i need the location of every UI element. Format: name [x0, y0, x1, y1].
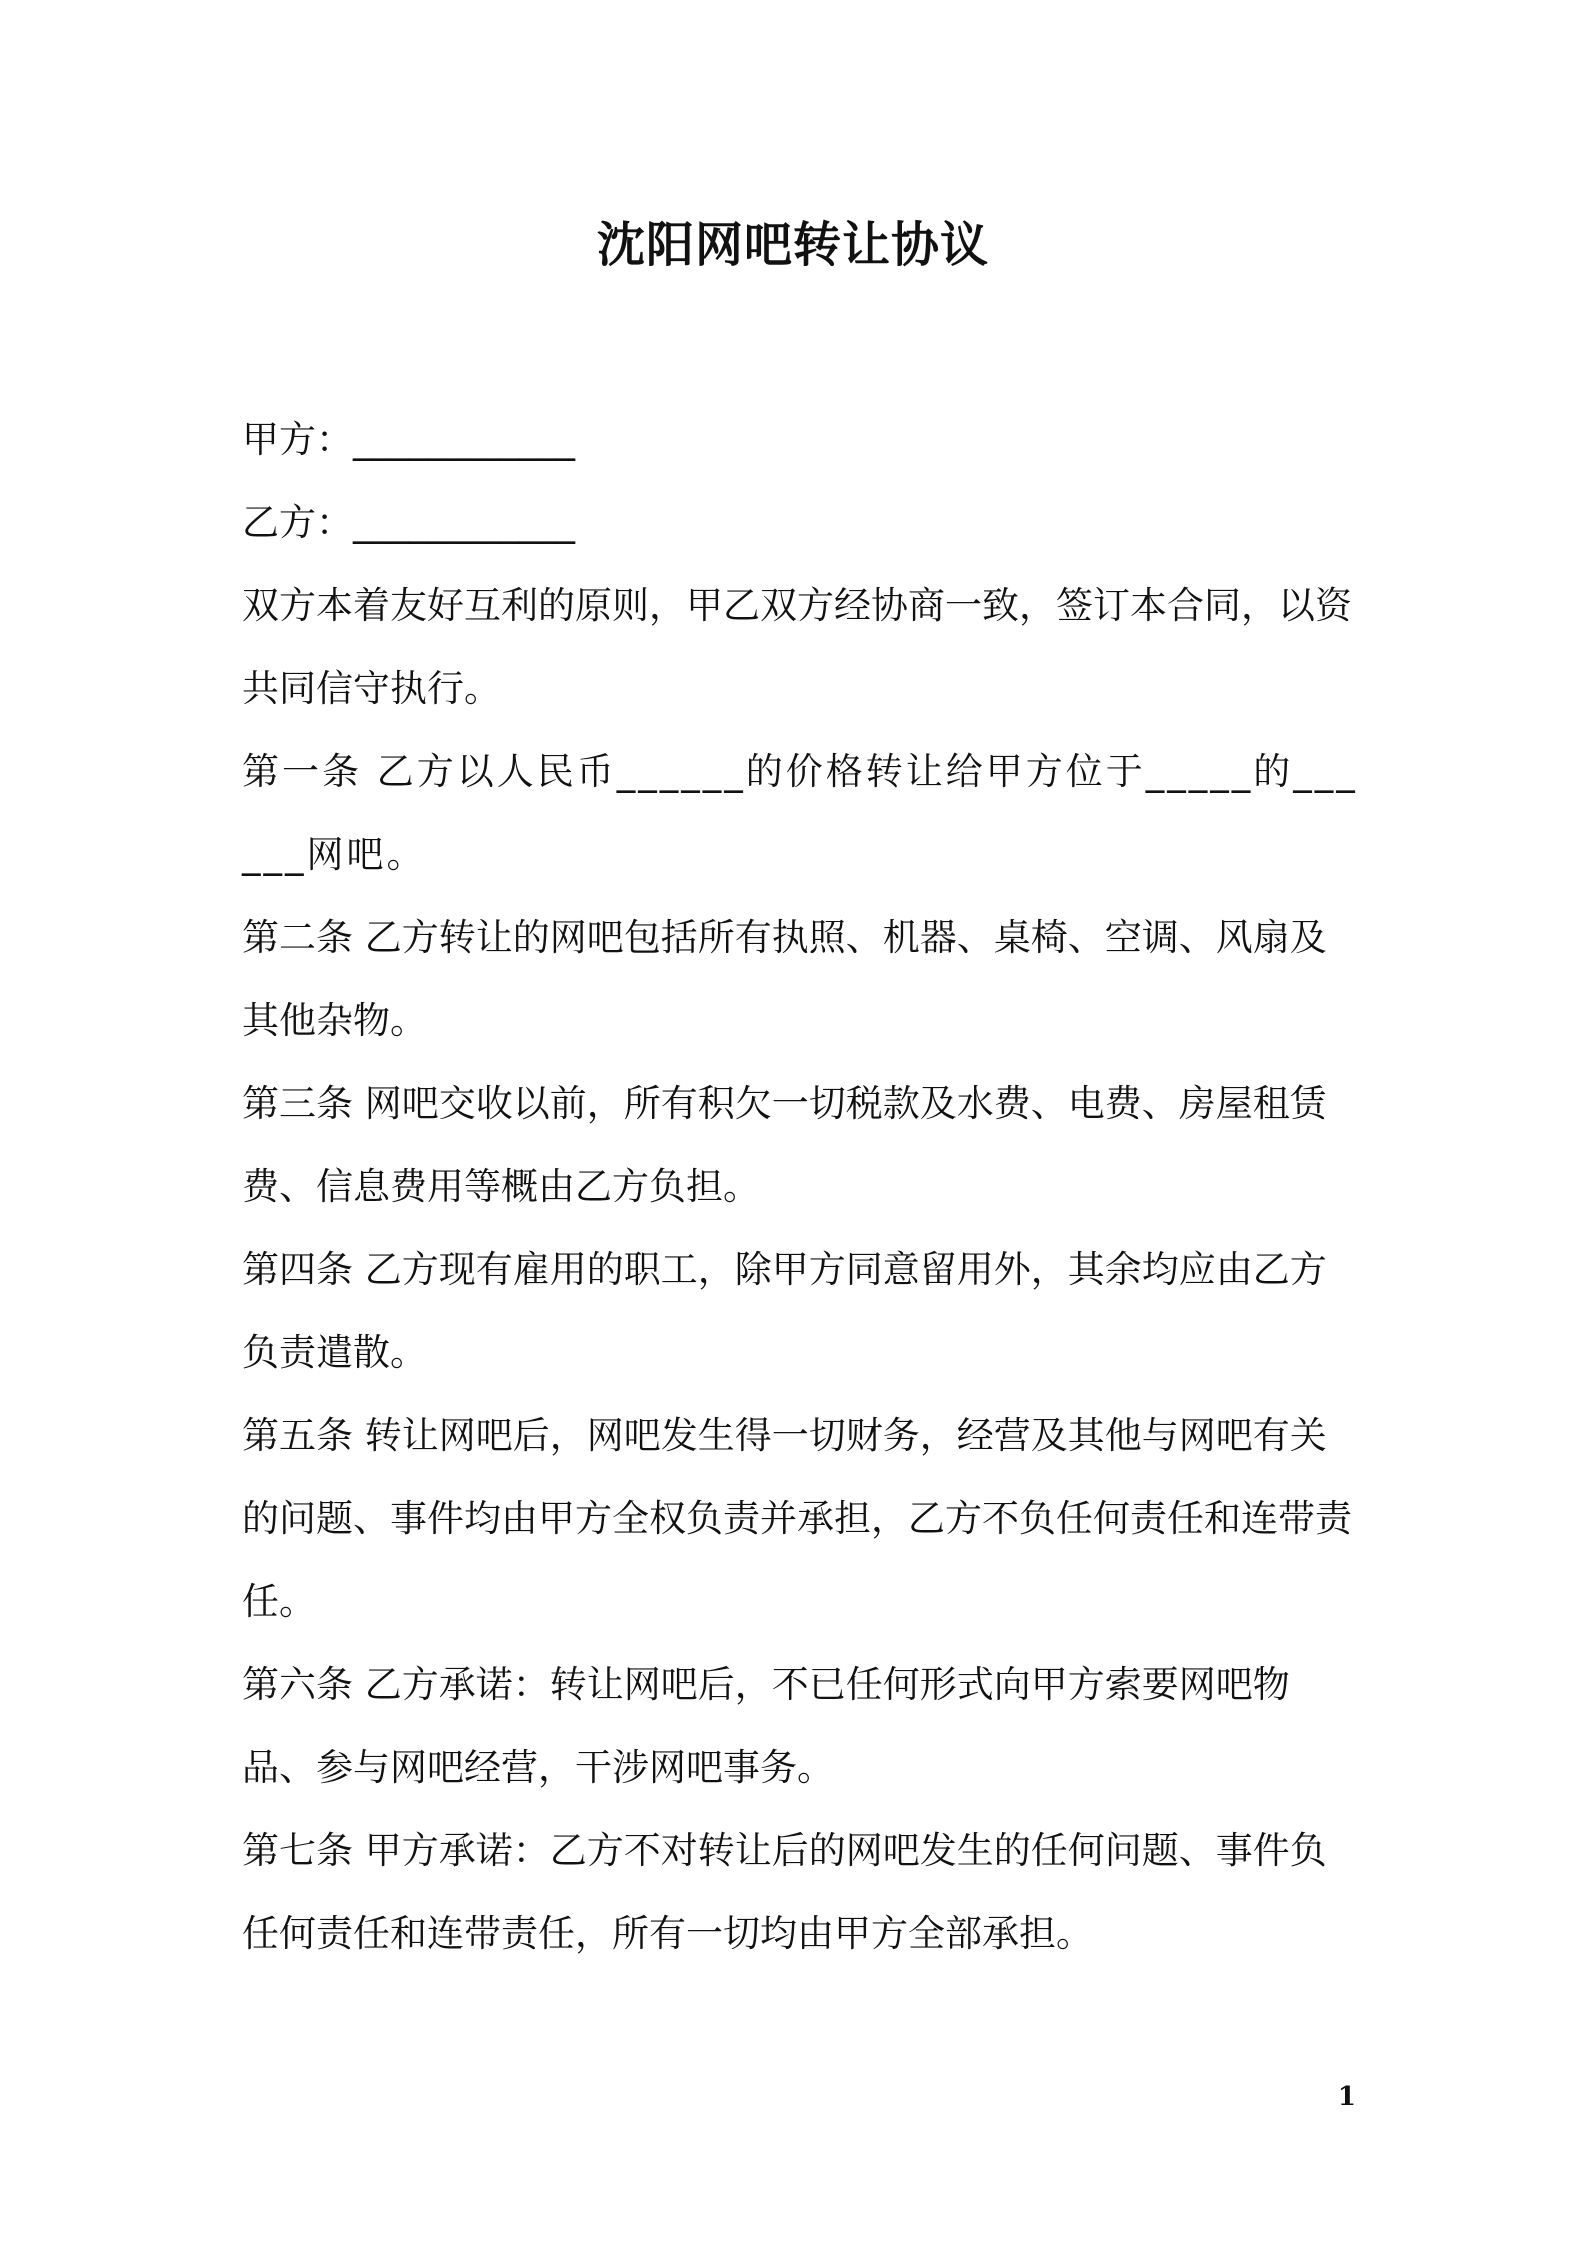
article-3-number: 第三条: [242, 1082, 353, 1125]
article-6: [242, 1643, 1360, 1809]
article-4: [242, 1228, 1360, 1394]
article-6-number: 第六条: [242, 1663, 353, 1706]
article-4-text: 乙方现有雇用的职工，除甲方同意留用外，其余均应由乙方负责遣散。: [242, 1248, 1327, 1374]
article-3: [242, 1062, 1360, 1228]
party-b-line: 乙方：____________: [242, 501, 575, 544]
document-body: [242, 398, 1360, 1975]
article-5-number: 第五条: [242, 1414, 353, 1457]
article-7-text: 甲方承诺：乙方不对转让后的网吧发生的任何问题、事件负任何责任和连带责任，所有一切均由甲方全部承担。: [242, 1829, 1327, 1955]
article-1-text: 乙方以人民币______的价格转让给甲方位于_____的______网吧。: [242, 750, 1358, 876]
article-5-text: 转让网吧后，网吧发生得一切财务，经营及其他与网吧有关的问题、事件均由甲方全权负责并承担，乙方不负任何责任和连带责任。: [242, 1414, 1352, 1623]
preamble-paragraph: 双方本着友好互利的原则，甲乙双方经协商一致，签订本合同，以资共同信守执行。: [242, 584, 1352, 710]
article-3-text: 网吧交收以前，所有积欠一切税款及水费、电费、房屋租赁费、信息费用等概由乙方负担。: [242, 1082, 1327, 1208]
article-7-number: 第七条: [242, 1829, 353, 1872]
article-7: [242, 1809, 1360, 1975]
article-5: [242, 1394, 1360, 1643]
article-1-number: 第一条: [242, 750, 362, 793]
article-2-text: 乙方转让的网吧包括所有执照、机器、桌椅、空调、风扇及其他杂物。: [242, 916, 1327, 1042]
article-1: [242, 730, 1360, 896]
page-number: 1: [1337, 2082, 1356, 2112]
article-2: [242, 896, 1360, 1062]
article-4-number: 第四条: [242, 1248, 353, 1291]
document-title: 沈阳网吧转让协议: [596, 217, 989, 273]
article-6-text: 乙方承诺：转让网吧后，不已任何形式向甲方索要网吧物品、参与网吧经营，干涉网吧事务。: [242, 1663, 1290, 1789]
article-2-number: 第二条: [242, 916, 353, 959]
party-a-line: 甲方：____________: [242, 418, 575, 461]
